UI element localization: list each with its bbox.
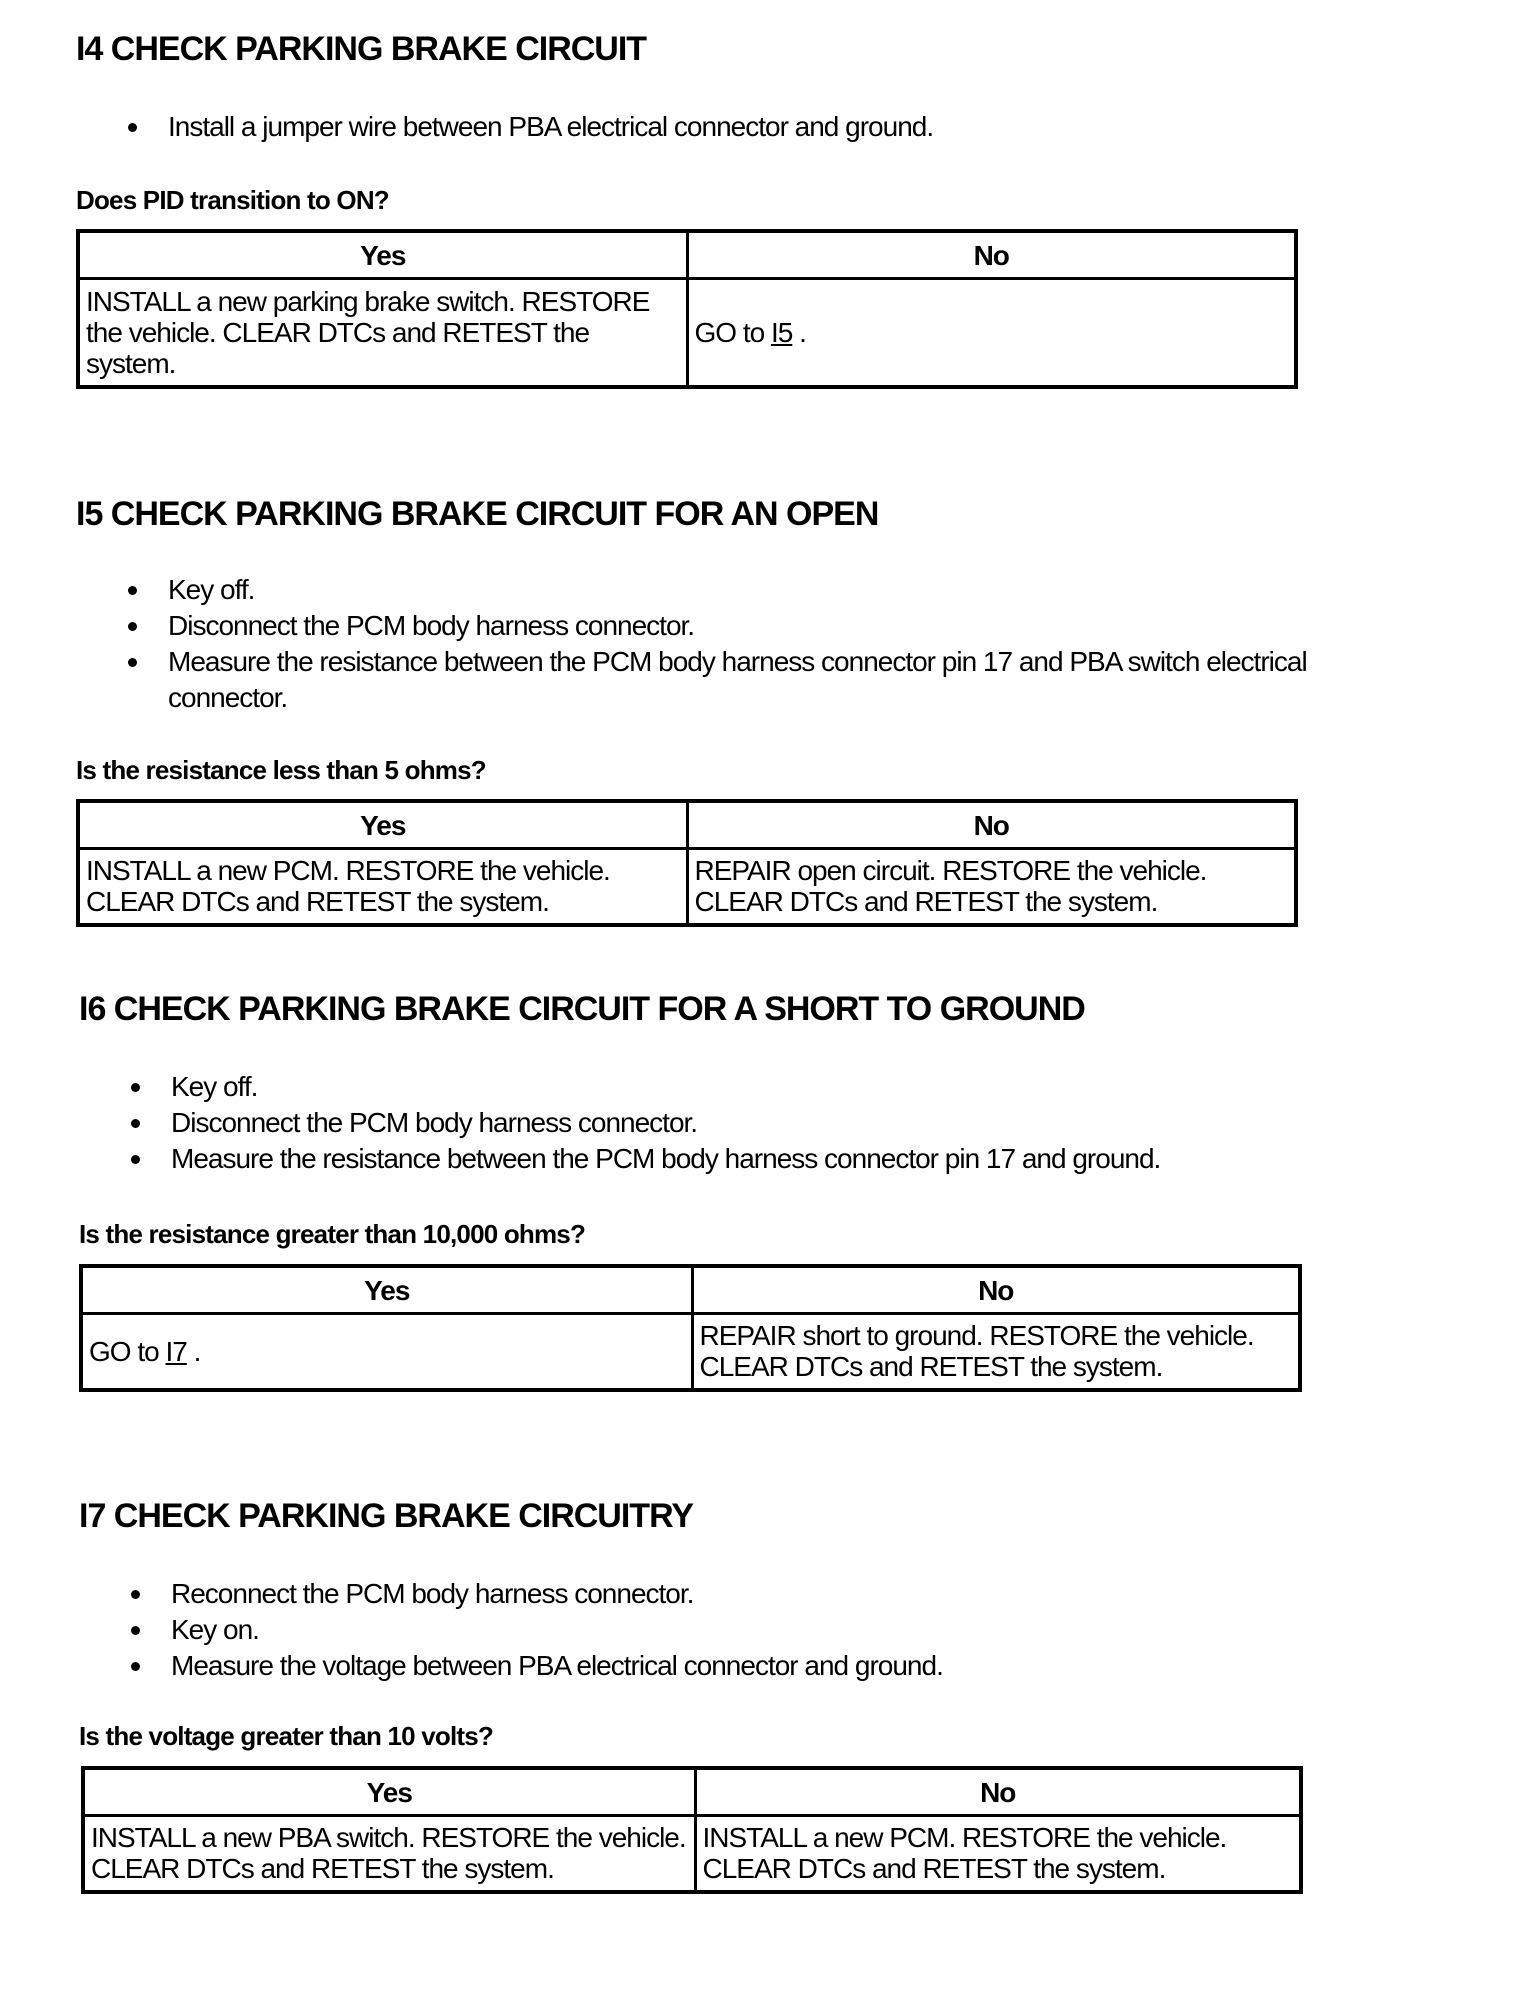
instruction-item: Disconnect the PCM body harness connector. (131, 1105, 1421, 1141)
yes-header: Yes (83, 1768, 695, 1816)
instruction-item: Measure the voltage between PBA electrical connector and ground. (131, 1648, 1421, 1684)
step-i6-instructions (131, 1069, 1421, 1177)
step-i7-result-table (81, 1766, 1303, 1894)
yes-action: INSTALL a new PCM. RESTORE the vehicle. CLEAR DTCs and RETEST the system. (78, 849, 687, 925)
no-action-text: GO to (694, 316, 771, 348)
no-action-suffix: . (792, 316, 806, 348)
instruction-item: Key off. (128, 572, 1418, 608)
yes-action (81, 1314, 692, 1390)
instruction-item: Install a jumper wire between PBA electrical connector and ground. (128, 109, 1428, 145)
step-i4-heading: I4 CHECK PARKING BRAKE CIRCUIT (76, 30, 647, 68)
no-action: INSTALL a new PCM. RESTORE the vehicle. CLEAR DTCs and RETEST the system. (695, 1816, 1301, 1892)
goto-i7-link[interactable]: I7 (165, 1335, 187, 1367)
yes-action: INSTALL a new parking brake switch. RESTORE the vehicle. CLEAR DTCs and RETEST the system. (78, 279, 687, 387)
no-action: REPAIR open circuit. RESTORE the vehicle. CLEAR DTCs and RETEST the system. (687, 849, 1296, 925)
yes-header: Yes (81, 1266, 692, 1314)
step-i7-question: Is the voltage greater than 10 volts? (79, 1721, 493, 1751)
no-header: No (692, 1266, 1300, 1314)
yes-action-suffix: . (186, 1335, 201, 1367)
step-i4-instructions (128, 109, 1428, 145)
instruction-item: Key on. (131, 1612, 1421, 1648)
step-i7-instructions (131, 1576, 1421, 1684)
instruction-item: Key off. (131, 1069, 1421, 1105)
step-i5-heading: I5 CHECK PARKING BRAKE CIRCUIT FOR AN OPEN (76, 495, 879, 533)
step-i6-question: Is the resistance greater than 10,000 ohms? (79, 1219, 586, 1249)
no-header: No (695, 1768, 1301, 1816)
instruction-item: Measure the resistance between the PCM body harness connector pin 17 and PBA switch electrical connector. (128, 644, 1418, 716)
yes-action: INSTALL a new PBA switch. RESTORE the vehicle. CLEAR DTCs and RETEST the system. (83, 1816, 695, 1892)
step-i7-heading: I7 CHECK PARKING BRAKE CIRCUITRY (79, 1497, 694, 1535)
yes-header: Yes (78, 801, 687, 849)
instruction-item: Measure the resistance between the PCM body harness connector pin 17 and ground. (131, 1141, 1421, 1177)
no-action: REPAIR short to ground. RESTORE the vehicle. CLEAR DTCs and RETEST the system. (692, 1314, 1300, 1390)
goto-i5-link[interactable]: I5 (770, 316, 793, 348)
step-i4-result-table (76, 229, 1298, 389)
yes-header: Yes (78, 231, 687, 279)
yes-action-text: GO to (89, 1335, 166, 1367)
no-action (687, 279, 1296, 387)
instruction-item: Disconnect the PCM body harness connector. (128, 608, 1418, 644)
step-i6-result-table (79, 1264, 1302, 1392)
step-i4-question: Does PID transition to ON? (76, 185, 389, 215)
step-i5-instructions (128, 572, 1418, 716)
step-i5-result-table (76, 799, 1298, 927)
no-header: No (687, 231, 1296, 279)
step-i5-question: Is the resistance less than 5 ohms? (76, 755, 486, 785)
step-i6-heading: I6 CHECK PARKING BRAKE CIRCUIT FOR A SHORT TO GROUND (79, 990, 1085, 1028)
no-header: No (687, 801, 1296, 849)
instruction-item: Reconnect the PCM body harness connector. (131, 1576, 1421, 1612)
